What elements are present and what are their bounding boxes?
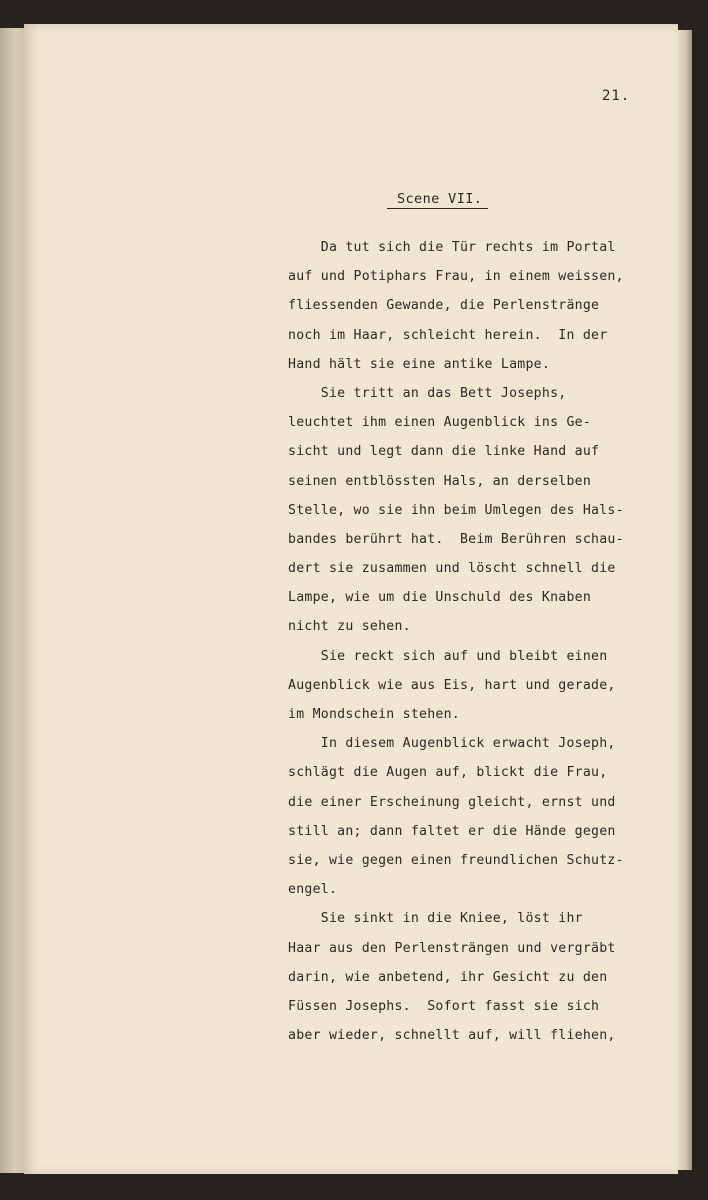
text-line: Haar aus den Perlensträngen und vergräbt xyxy=(288,940,616,956)
text-line: fliessenden Gewande, die Perlenstränge xyxy=(288,298,600,314)
body-text xyxy=(288,233,668,1050)
page-number: 21. xyxy=(602,88,631,104)
text-line: Sie reckt sich auf und bleibt einen xyxy=(288,648,608,664)
text-line: dert sie zusammen und löscht schnell die xyxy=(288,561,616,577)
page-stack-edge xyxy=(678,30,692,1170)
text-line: engel. xyxy=(288,882,338,898)
text-line: im Mondschein stehen. xyxy=(288,707,460,722)
text-line: still an; dann faltet er die Hände gegen xyxy=(288,823,616,839)
text-line: darin, wie anbetend, ihr Gesicht zu den xyxy=(288,969,608,985)
text-line: aber wieder, schnellt auf, will fliehen, xyxy=(288,1028,616,1044)
text-line: In diesem Augenblick erwacht Joseph, xyxy=(288,736,616,752)
scene-title: Scene VII. xyxy=(387,191,488,209)
text-line: Augenblick wie aus Eis, hart und gerade, xyxy=(288,677,616,693)
text-line: Sie sinkt in die Kniee, löst ihr xyxy=(288,911,583,927)
text-line: Füssen Josephs. Sofort fasst sie sich xyxy=(288,998,600,1014)
text-line: noch im Haar, schleicht herein. In der xyxy=(288,327,608,343)
text-line: die einer Erscheinung gleicht, ernst und xyxy=(288,794,616,810)
text-line: Hand hält sie eine antike Lampe. xyxy=(288,356,551,372)
text-line: nicht zu sehen. xyxy=(288,619,411,635)
text-line: bandes berührt hat. Beim Berühren schau- xyxy=(288,531,624,547)
text-line: seinen entblössten Hals, an derselben xyxy=(288,473,592,489)
text-line: Sie tritt an das Bett Josephs, xyxy=(288,385,567,401)
text-line: Lampe, wie um die Unschuld des Knaben xyxy=(288,590,592,606)
text-line: sicht und legt dann die linke Hand auf xyxy=(288,444,600,460)
text-line: Stelle, wo sie ihn beim Umlegen des Hals- xyxy=(288,502,624,518)
text-line: Da tut sich die Tür rechts im Portal xyxy=(288,240,616,255)
text-line: auf und Potiphars Frau, in einem weissen, xyxy=(288,269,624,285)
text-line: leuchtet ihm einen Augenblick ins Ge- xyxy=(288,415,592,431)
text-line: sie, wie gegen einen freundlichen Schutz- xyxy=(288,852,624,868)
facing-page-edge xyxy=(0,28,24,1173)
text-line: schlägt die Augen auf, blickt die Frau, xyxy=(288,765,608,781)
